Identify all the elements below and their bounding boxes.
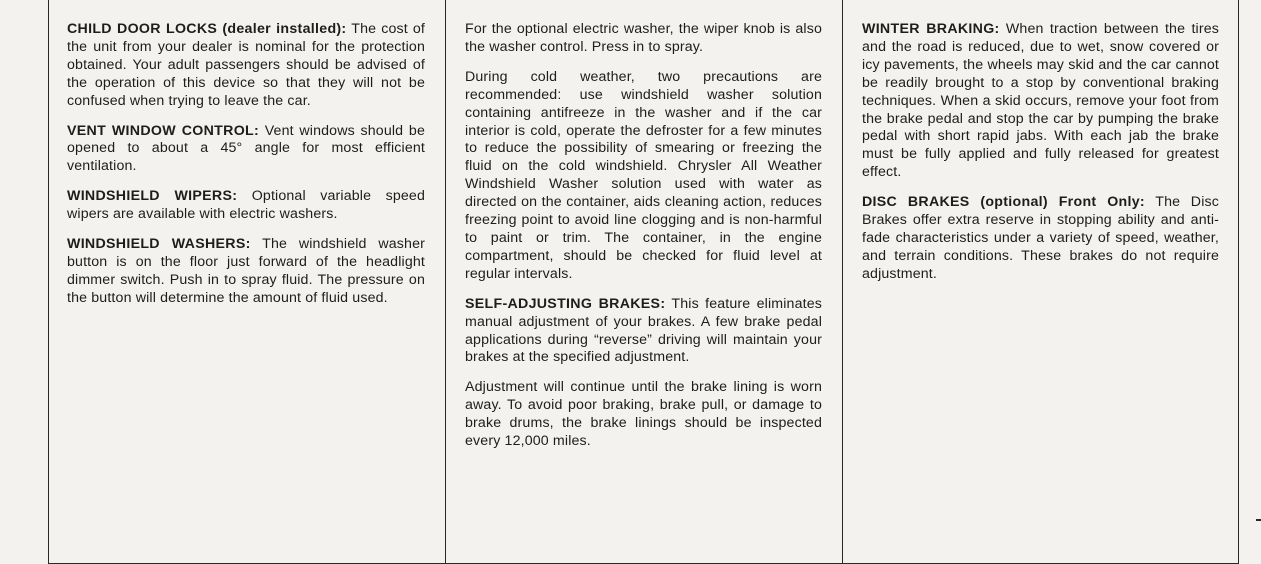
paragraph-body: The cost of the unit from your dealer is nominal for the protection obtained. Your adult passengers should be advised of the operation of this device so that they will not be confused when trying to leave the car. bbox=[67, 21, 425, 109]
text-column-3 bbox=[862, 21, 1219, 296]
paragraph-windshield-washers bbox=[67, 236, 425, 308]
paragraph-heading: DISC BRAKES (optional) Front Only: bbox=[862, 194, 1145, 211]
text-column-2 bbox=[465, 21, 822, 463]
paragraph-body: The Disc Brakes offer extra reserve in stopping ability and anti-fade characteristics under a variety of speed, weather, and terrain conditions. These brakes do not require adjustment. bbox=[862, 194, 1219, 282]
text-column-1 bbox=[67, 21, 425, 320]
left-border-line bbox=[48, 0, 49, 564]
paragraph-child-door-locks bbox=[67, 21, 425, 111]
paragraph-windshield-wipers bbox=[67, 188, 425, 224]
paragraph-body: When traction between the tires and the road is reduced, due to wet, snow covered or icy pavements, the wheels may skid and the car cannot be readily brought to a stop by conventional braking techniques. When a skid occurs, remove your foot from the brake pedal and stop the car by pumping the brake pedal with short rapid jabs. With each jab the brake must be fully applied and fully released for greatest effect. bbox=[862, 21, 1219, 181]
paragraph-heading: CHILD DOOR LOCKS (dealer installed): bbox=[67, 21, 347, 37]
paragraph-winter-braking bbox=[862, 21, 1219, 182]
edge-tick-mark bbox=[1256, 519, 1261, 521]
paragraph-brake-lining bbox=[465, 379, 822, 451]
paragraph-body: For the optional electric washer, the wiper knob is also the washer control. Press in to spray. bbox=[465, 21, 822, 55]
paragraph-cold-weather bbox=[465, 69, 822, 284]
paragraph-electric-washer bbox=[465, 21, 822, 57]
right-border-line bbox=[1238, 0, 1239, 564]
paragraph-disc-brakes bbox=[862, 194, 1219, 284]
paragraph-heading: WINDSHIELD WASHERS: bbox=[67, 236, 251, 253]
paragraph-body: During cold weather, two precautions are recommended: use windshield washer solution containing antifreeze in the washer and if the car interior is cold, operate the defroster for a few minutes to reduce the possibility of smearing or freezing the fluid on the cold windshield. Chrysler All Weather Windshield Washer solution used with water as directed on the container, aids cleaning action, reduces freezing point to avoid line clogging and is non-harmful to paint or trim. The container, in the engine compartment, should be checked for fluid level at regular intervals. bbox=[465, 68, 822, 282]
paragraph-body: Optional variable speed wipers are available with electric washers. bbox=[67, 188, 425, 223]
column-divider-2 bbox=[842, 0, 843, 564]
paragraph-body: Adjustment will continue until the brake lining is worn away. To avoid poor braking, brake pull, or damage to brake drums, the brake linings should be inspected every 12,000 miles. bbox=[465, 379, 822, 450]
paragraph-heading: VENT WINDOW CONTROL: bbox=[67, 122, 260, 139]
paragraph-self-adjusting-brakes bbox=[465, 296, 822, 368]
paragraph-vent-window-control bbox=[67, 123, 425, 177]
paragraph-body: This feature eliminates manual adjustment of your brakes. A few brake pedal applications during “reverse” driving will maintain your brakes at the specified adjustment. bbox=[465, 295, 823, 366]
paragraph-heading: WINTER BRAKING: bbox=[862, 21, 1000, 37]
paragraph-body: Vent windows should be opened to about a 45° angle for most efficient ventilation. bbox=[67, 122, 425, 175]
paragraph-heading: SELF-ADJUSTING BRAKES: bbox=[465, 295, 666, 312]
paragraph-body: The windshield washer button is on the floor just forward of the headlight dimmer switch. Push in to spray fluid. The pressure on the button will determine the amount of fluid used. bbox=[67, 236, 425, 306]
paragraph-heading: WINDSHIELD WIPERS: bbox=[67, 188, 238, 205]
column-divider-1 bbox=[445, 0, 446, 564]
